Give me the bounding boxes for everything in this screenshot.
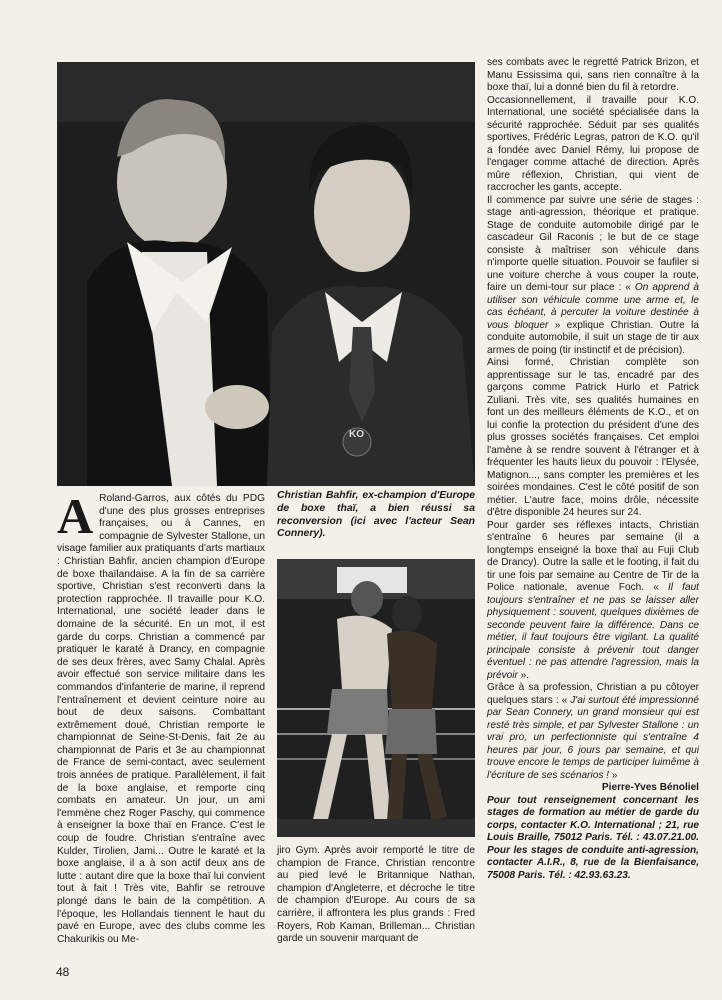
paragraph [487, 195, 699, 358]
text-span: ». [520, 669, 530, 681]
contact-info: Pour tout renseignement concernant les stages de formation au métier de garde du corps, contacter K.O. International ; 21, rue Louis Braille, 75012 Paris. Tél. : 43.07.21.00. Pour les stages de conduite anti-agression, contacter A.I.R., 8, rue de la Bienfaisance, 75008 Paris. Tél. : 42.93.63.23. [487, 794, 699, 881]
article-text-col2: jiro Gym. Après avoir remporté le titre de champion de France, Christian rencontre au pied levé le Britannique Nathan, champion d'Angleterre, et décroche le titre de champion d'Europe. Au cours de sa carrière, il affrontera les plus grands : Fred Royers, Rob Kaman, Brilleman... Christian garde un souvenir marquant de [277, 845, 475, 945]
quote: Il faut toujours s'entraîner et ne pas se laisser aller physiquement : souvent, quelques dixièmes de seconde peuvent faire la différence. Dans ce métier, il faut toujours être vigilant. La qualité principale consiste à prévenir tout danger éventuel : ne pas attendre l'agression, mais la prévoir [487, 582, 699, 681]
drop-cap: A [57, 488, 94, 544]
page-number: 48 [56, 965, 70, 979]
author-byline: Pierre-Yves Bénoliel [601, 782, 699, 793]
text-span: » [611, 769, 618, 781]
paragraph: ses combats avec le regretté Patrick Brizon, et Manu Essissima qui, sans rien connaître à la boxe thaï, lui a donné bien du fil à retordre. [487, 57, 699, 93]
paragraph: Ainsi formé, Christian complète son apprentissage sur le tas, encadré par des garçons comme Patrick Hurlo et Patrick Zuliani. Très vite, ses qualités humaines en font un des meilleurs éléments de K.O., et on lui confie la protection du président d'une des plus grosses sociétés françaises. Cet emploi l'amène à se rendre souvent à l'étranger et à fréquenter les hauts lieux du pouvoir : l'Elysée, Matignon..., sans compter les premières et les soirées mondaines. C'est le côté positif de son métier. L'autre face, moins drôle, nécessite d'être disponible 24 heures sur 24. [487, 357, 699, 518]
text-span: Pour garder ses réflexes intacts, Christian s'entraîne 6 heures par semaine (il a longtemps enseigné la boxe thaï au Fuji Club de Drancy). Outre la salle et le footing, il fait du tir une fois par semaine au Centre de Tir de la Police nationale, avenue Foch. « [487, 519, 699, 593]
paragraph [487, 520, 699, 683]
quote: On apprend à utiliser son véhicule comme une arme et, le cas échéant, à percuter la voiture destinée à vous bloquer [487, 282, 699, 331]
photo-caption: Christian Bahfir, ex-champion d'Europe de boxe thaï, a bien réussi sa reconversion (ici avec l'acteur Sean Connery). [277, 490, 475, 540]
article-column-1 [57, 488, 265, 946]
article-column-2 [277, 845, 475, 946]
article-text-col1: Roland-Garros, aux côtés du PDG d'une des plus grosses entreprises françaises, ou à Cannes, en compagnie de Sylvester Stallone, un visage familier aux pratiquants d'arts martiaux : Christian Bahfir, ancien champion d'Europe de boxe thaïlandaise. A la fin de sa carrière sportive, Christian s'est reconverti dans la protection rapprochée. Il travaille pour K.O. International, une société leader dans le domaine de la sécurité. En un mot, il est garde du corps. Christian a commencé par pratiquer le karaté à Drancy, en compagnie de ses deux frères, avec Samy Chalal. Après avoir effectué son service militaire dans les commandos d'infanterie de marine, il reprend l'entraînement et devient ceinture noire au bout de deux saisons. Combattant extrêmement doué, Christian remporte le championnat de Seine-St-Denis, fait 2e au championnat de Paris et 3e au championnat de France de semi-contact, avec seulement trois années de pratique. Parallèlement, il fait de la boxe anglaise, et remporte cinq combats en amateur. Un jour, un ami l'emmène chez Roger Paschy, qui commence à enseigner la boxe thaï en France. C'est le coup de foudre. Christian s'entraîne avec Kulder, Tirolien, Jami... Outre le karaté et la boxe anglaise, il a à son actif deux ans de lutte : autant dire que la boxe thaï lui convient tout à fait ! Très vite, Bahfir se retrouve plongé dans le bain de la compétition. A l'époque, les Hollandais tiennent le haut du pavé en Europe, avec des clubs comme les Chakurikis ou Me- [57, 493, 265, 945]
text-span: Il commence par suivre une série de stages : stage anti-agression, théorique et pratique. Stage de conduite automobile dirigé par le cascadeur Gil Raconis ; le but de ce stage consiste à maîtriser son véhicule dans n'importe quelle situation. Pouvoir se faufiler si une voiture cherche à vous couper la route, faire un demi-tour sur place : « [487, 194, 699, 293]
paragraph [487, 682, 699, 782]
text-span: » explique Christian. Outre la conduite automobile, il suit un stage de tir aux armes de poing (tir instinctif et de précision). [487, 319, 699, 356]
quote: J'ai surtout été impressionné par Sean Connery, un grand monsieur qui est resté très simple, et par Sylvester Stallone : un vrai pro, un perfectionniste qui s'entraîne 4 heures par jour, 6 jours par semaine, et qui trouve encore le temps de participer luimême à l'écriture de ses scénarios ! [487, 694, 700, 781]
text-span: Grâce à sa profession, Christian a pu côtoyer quelques stars : « [487, 682, 699, 706]
article-column-3 [487, 57, 699, 882]
photo-connery-bahfir [57, 62, 475, 486]
ko-badge: KO [349, 429, 364, 440]
paragraph: Occasionnellement, il travaille pour K.O. International, une société spécialisée dans la sécurité rapprochée. Séduit par ses qualités sportives, Frédéric Legras, patron de K.O. qu'il a fondée avec Daniel Rémy, lui propose de l'engager comme attaché de direction. Après mûre réflexion, Christian, qui vient de raccrocher les gants, accepte. [487, 94, 699, 193]
photo-boxing-match [277, 559, 475, 837]
